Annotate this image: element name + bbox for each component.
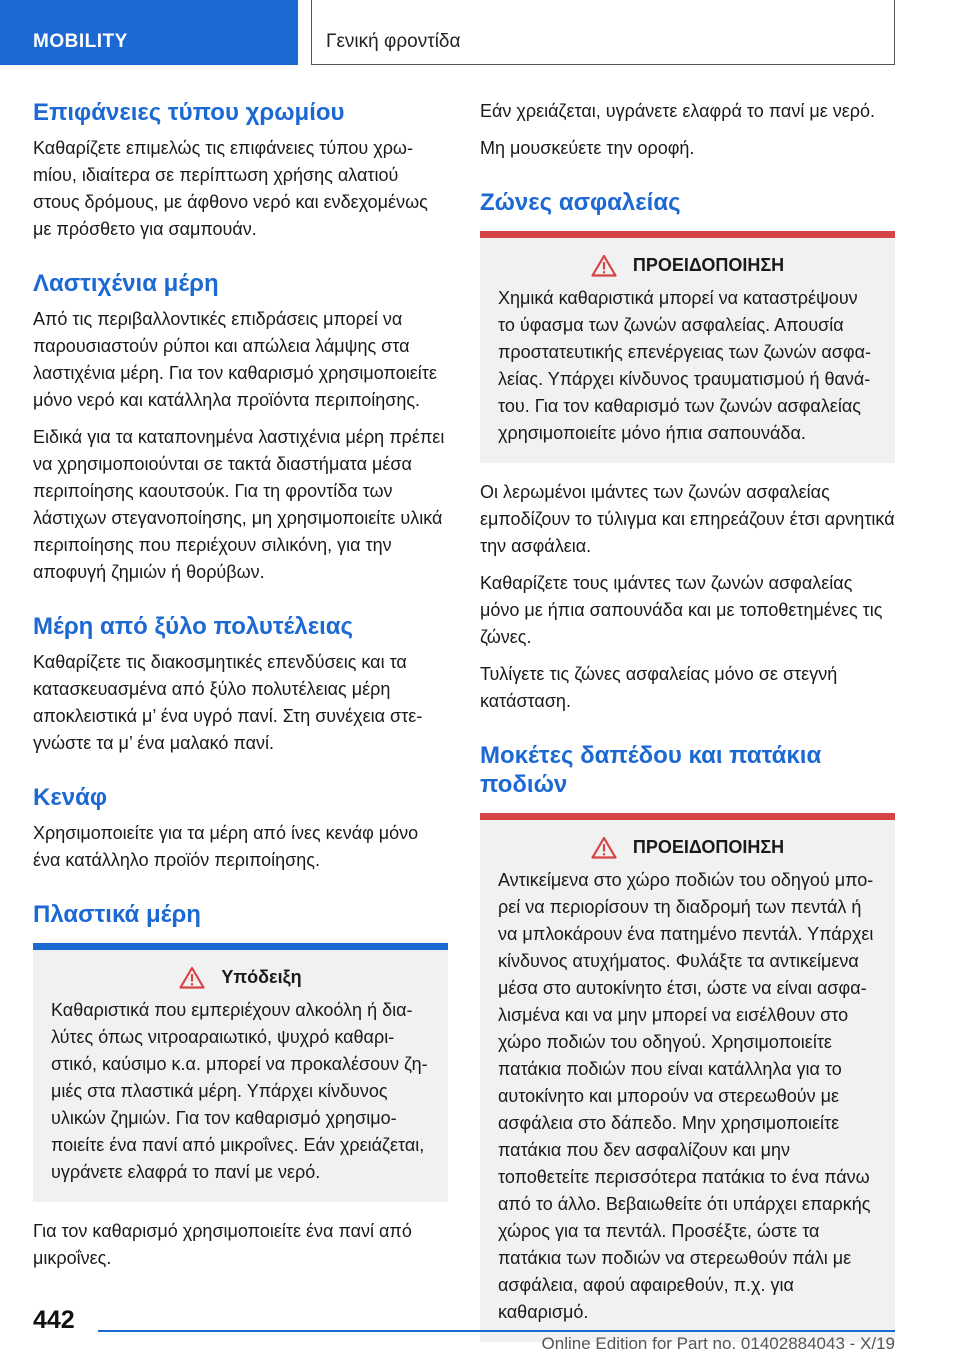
paragraph-rubber-2: Ειδικά για τα καταπονημένα λαστιχένια μέρη πρέπει να χρησιμοποιούνται σε τακτά διαστήματα μέσα περιποίησης καουτσούκ. Για τη φροντίδα των λάστιχων στεγανοποίησης, μη χρησιμοποιείτε υλικά περιποίησης που περιέχουν σιλικόνη, για την αποφυγή ζημιών ή θορύβων. [33,427,445,582]
warning-heading-belts: ΠΡΟΕΙΔΟΠΟΙΗΣΗ [632,255,785,275]
paragraph-kenaf: Χρησιμοποιείτε για τα μέρη από ίνες κενάφ μόνο ένα κατάλληλο προϊόν περιποίησης. [33,823,419,870]
warning-header-belts [498,254,877,277]
right-column [480,98,895,1358]
warning-triangle-icon [591,254,617,277]
chapter-tab[interactable]: MOBILITY [0,0,298,65]
footer-edition-text: Online Edition for Part no. 01402884043 - X/19 [541,1334,895,1353]
paragraph-plastic: Για τον καθαρισμό χρησιμοποιείτε ένα πανί από μικροΐνες. [33,1221,412,1268]
left-column [33,98,448,1282]
paragraph-chrome: Καθαρίζετε επιμελώς τις επιφάνειες τύπου χρωmίου, ιδιαίτερα σε περίπτωση χρήσης αλατιού στους δρόμους, με άφθονο νερό και ενδεχομένως με πρόσθετο για σαμπουάν. [33,138,428,239]
heading-plastic: Πλαστικά μέρη [33,901,201,928]
heading-wood: Μέρη από ξύλο πολυτέλειας [33,613,353,640]
warning-triangle-icon [179,966,205,989]
paragraph-continued-1: Εάν χρειάζεται, υγράνετε ελαφρά το πανί με νερό. [480,101,875,121]
warning-box-mats [480,813,895,1342]
heading-rubber: Λαστιχένια μέρη [33,270,219,297]
paragraph-continued-2: Μη μουσκεύετε την οροφή. [480,138,695,158]
warning-box-belts [480,231,895,463]
warning-header-mats [498,836,877,859]
warning-triangle-icon [591,836,617,859]
note-heading: Υπόδειξη [221,967,302,987]
heading-floor-mats: Μοκέτες δαπέδου και πατάκια ποδιών [480,742,822,798]
paragraph-belts-1: Οι λερωμένοι ιμάντες των ζωνών ασφαλείας εμποδίζουν το τύλιγμα και επηρεάζουν έτσι αρνητικά την ασφάλεια. [480,482,895,556]
warning-heading-mats: ΠΡΟΕΙΔΟΠΟΙΗΣΗ [632,837,785,857]
note-header [51,966,430,989]
page-number: 442 [33,1306,75,1334]
heading-seat-belts: Ζώνες ασφαλείας [480,189,681,216]
paragraph-rubber-1: Από τις περιβαλλοντικές επιδράσεις μπορεί να παρουσιαστούν ρύποι και απώλεια λάμψης στα λαστιχένια μέρη. Για τον καθαρισμό χρησιμοποιείτε μόνο νερό και κατάλληλα προϊόντα περιποίησης. [33,309,437,410]
heading-chrome: Επιφάνειες τύπου χρωμίου [33,99,345,126]
section-title: Γενική φροντίδα [311,0,895,65]
paragraph-wood: Καθαρίζετε τις διακοσμητικές επενδύσεις και τα κατασκευασμένα από ξύλο πολυτέλειας μέρη αποκλειστικά μ’ ένα υγρό πανί. Στη συνέχεια στεγνώστε τα μ’ ένα μαλακό πανί. [33,652,423,753]
paragraph-belts-3: Τυλίγετε τις ζώνες ασφαλείας μόνο σε στεγνή κατάσταση. [480,664,838,711]
paragraph-belts-2: Καθαρίζετε τους ιμάντες των ζωνών ασφαλείας μόνο με ήπια σαπουνάδα και με τοποθετημένες τις ζώνες. [480,573,883,647]
note-text: Καθαριστικά που εμπεριέχουν αλκοόλη ή διαλύτες όπως νιτροαραιωτικό, ψυχρό καθαριστικό, καύσιμο κ.α. μπορεί να προκαλέσουν ζημιές στα πλαστικά μέρη. Υπάρχει κίνδυνος υλικών ζημιών. Για τον καθαρισμό χρησιμοποιείτε ένα πανί από μικροΐνες. Εάν χρειάζεται, υγράνετε ελαφρά το πανί με νερό. [51,1000,428,1182]
warning-text-mats: Αντικείμενα στο χώρο ποδιών του οδηγού μπορεί να περιορίσουν τη διαδρομή των πεντάλ ή να μπλοκάρουν ένα πατημένο πεντάλ. Υπάρχει κίνδυνος ατυχήματος. Φυλάξτε τα αντικείμενα μέσα στο αυτοκίνητο έτσι, ώστε να είναι ασφαλισμένα και να μην μπορεί να εισέλθουν στο χώρο ποδιών του οδηγού. Χρησιμοποιείτε πατάκια ποδιών που είναι κατάλληλα για το αυτοκίνητο και μπορούν να στερεωθούν με ασφάλεια στο δάπεδο. Μην χρησιμοποιείτε πατάκια που δεν ασφαλίζουν και μην τοποθετείτε περισσότερα πατάκια το ένα πάνω από το άλλο. Βεβαιωθείτε ότι υπάρχει επαρκής χώρος για τα πεντάλ. Προσέξτε, ώστε τα πατάκια των ποδιών να στερεωθούν πάλι με ασφάλεια, αφού αφαιρεθούν, π.χ. για καθαρισμό. [498,870,874,1322]
note-box [33,943,448,1202]
warning-text-belts: Χημικά καθαριστικά μπορεί να καταστρέψουν το ύφασμα των ζωνών ασφαλείας. Απουσία προστατευτικής επενέργειας των ζωνών ασφαλείας. Υπάρχει κίνδυνος τραυματισμού ή θανάτου. Για τον καθαρισμό των ζωνών ασφαλείας χρησιμοποιείτε μόνο ήπια σαπουνάδα. [498,288,871,443]
heading-kenaf: Κενάφ [33,784,107,811]
footer-divider [98,1330,895,1332]
